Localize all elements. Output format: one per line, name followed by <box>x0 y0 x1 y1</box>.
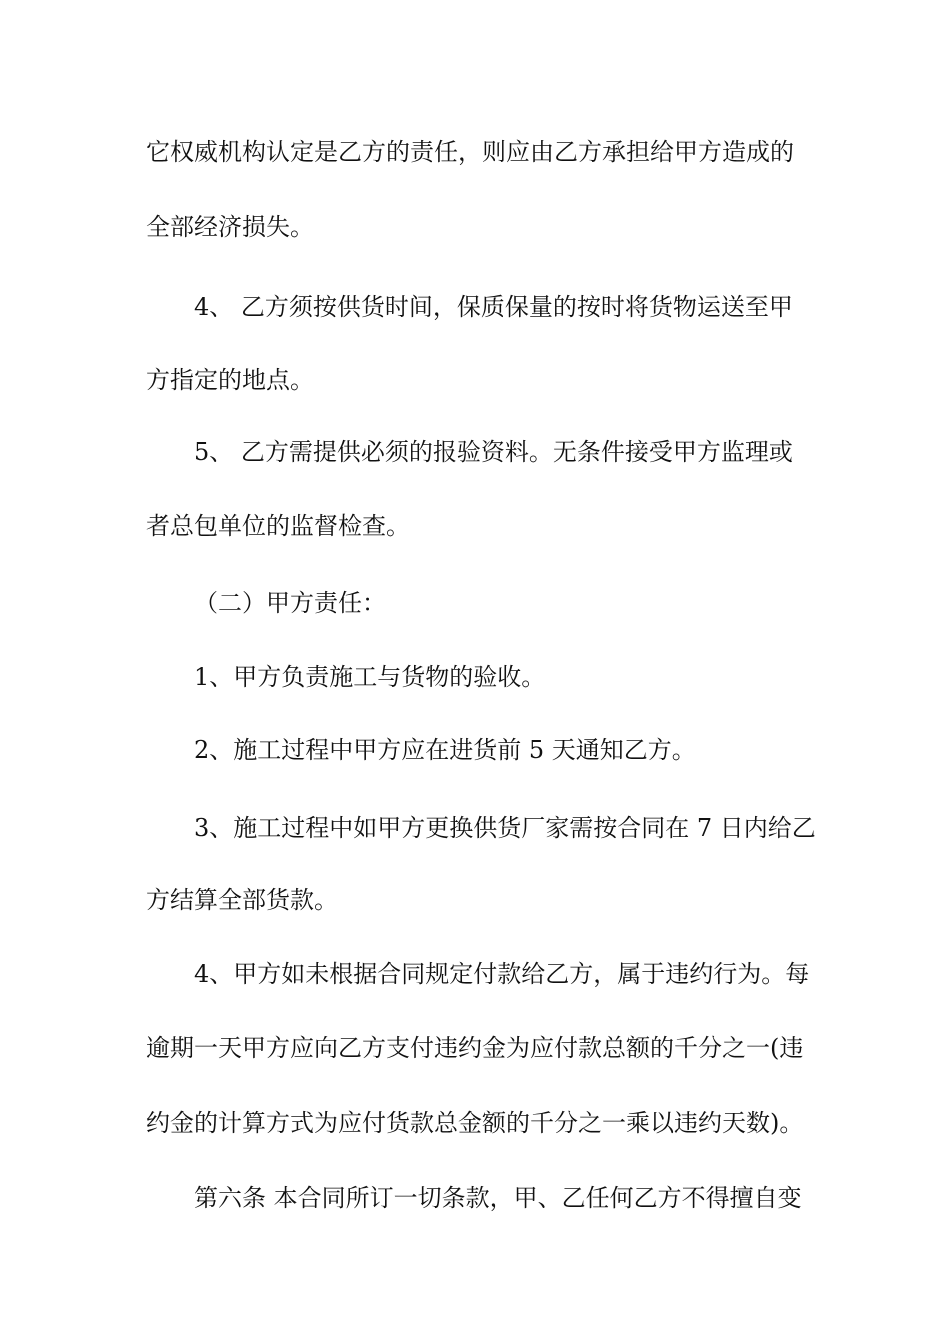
paragraph-line: 3、施工过程中如甲方更换供货厂家需按合同在 7 日内给乙 <box>194 814 816 842</box>
section-heading: （二）甲方责任： <box>194 589 386 617</box>
article-heading-line: 第六条 本合同所订一切条款，甲、乙任何乙方不得擅自变 <box>194 1184 802 1212</box>
paragraph-line: 方指定的地点。 <box>146 366 314 394</box>
paragraph-line: 全部经济损失。 <box>146 213 314 241</box>
paragraph-line: 4、 乙方须按供货时间，保质保量的按时将货物运送至甲 <box>194 293 793 321</box>
paragraph-line: 2、施工过程中甲方应在进货前 5 天通知乙方。 <box>194 736 696 764</box>
paragraph-line: 者总包单位的监督检查。 <box>146 512 410 540</box>
paragraph-line: 约金的计算方式为应付货款总金额的千分之一乘以违约天数)。 <box>146 1109 804 1137</box>
paragraph-line: 它权威机构认定是乙方的责任，则应由乙方承担给甲方造成的 <box>146 138 794 166</box>
paragraph-line: 5、 乙方需提供必须的报验资料。无条件接受甲方监理或 <box>194 438 793 466</box>
paragraph-line: 方结算全部货款。 <box>146 886 338 914</box>
paragraph-line: 逾期一天甲方应向乙方支付违约金为应付款总额的千分之一(违 <box>146 1034 804 1062</box>
paragraph-line: 4、甲方如未根据合同规定付款给乙方，属于违约行为。每 <box>194 960 810 988</box>
paragraph-line: 1、甲方负责施工与货物的验收。 <box>194 663 546 691</box>
